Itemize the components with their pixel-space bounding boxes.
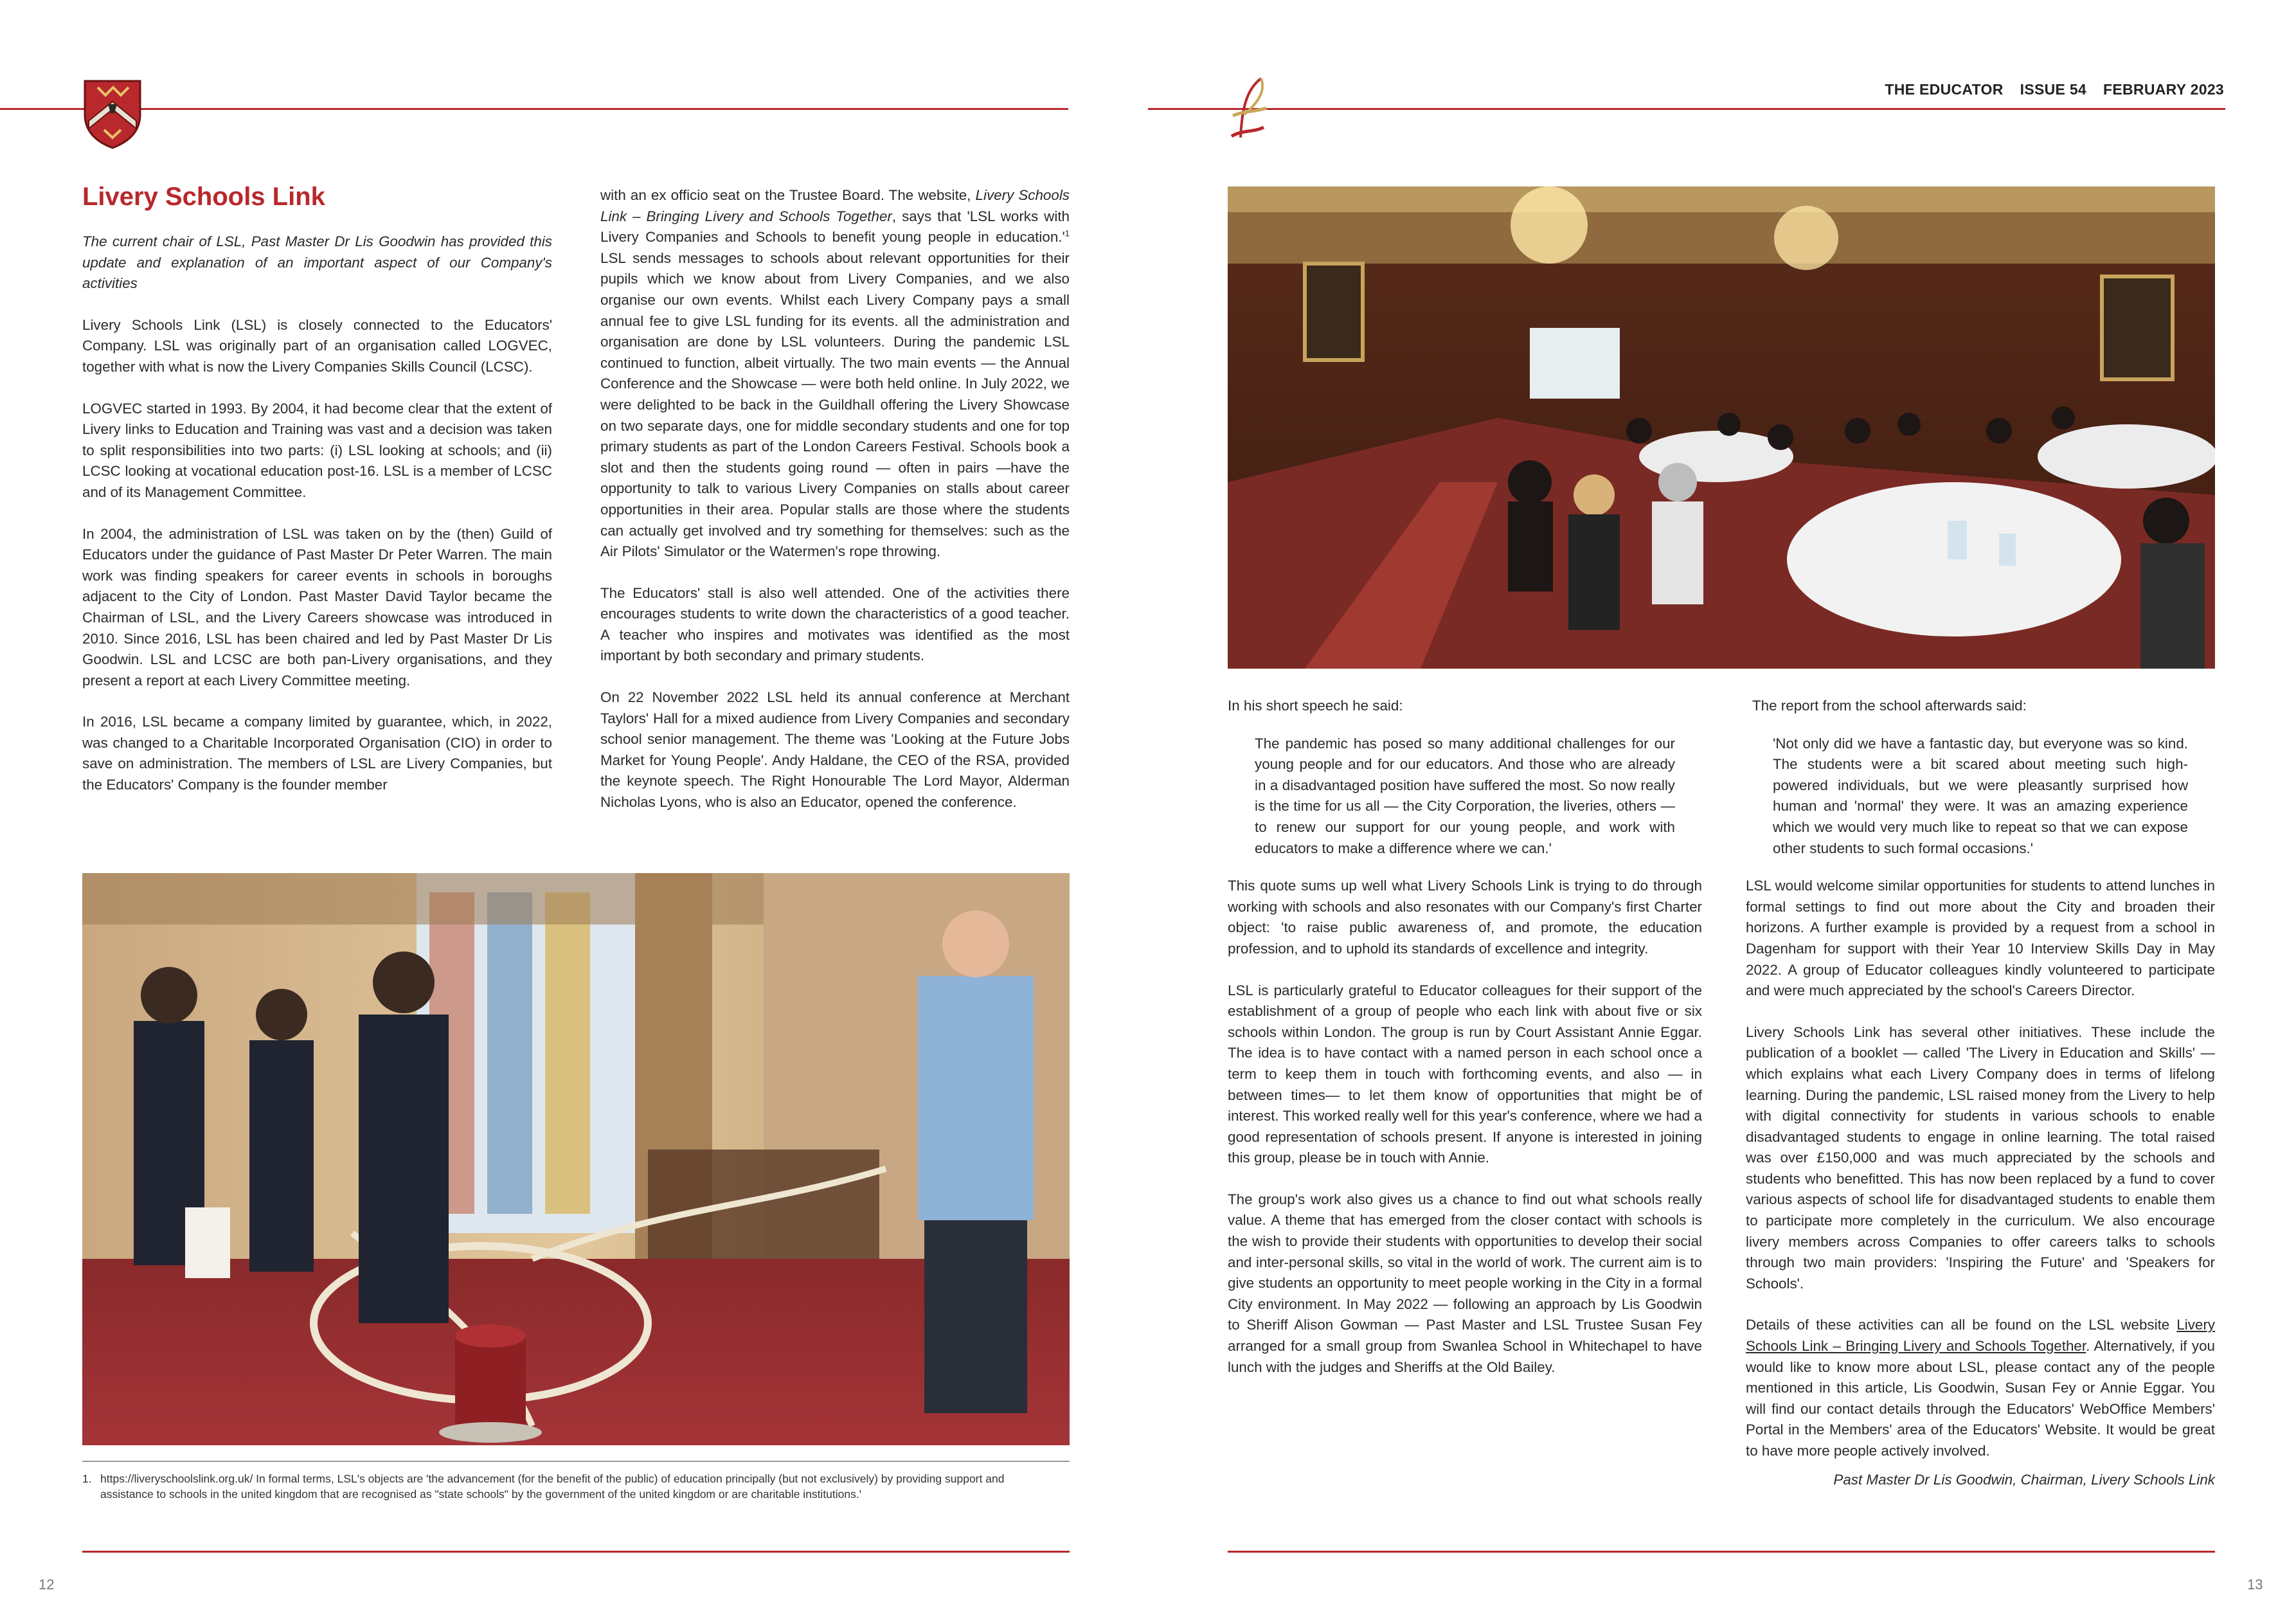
paragraph: This quote sums up well what Livery Schools Link is trying to do through working with schools and also resonates with our Company's first Charter object: 'to raise public awareness of, and promote, the education profession, and to uphold its standards of excellence and integrity. <box>1228 878 1702 957</box>
paragraph: In 2016, LSL became a company limited by guarantee, which, in 2022, was changed to a Charitable Incorporated Organisation (CIO) in order to save on administration. The members of LSL are Livery Companies, but the Educators' Company is the founder member <box>82 714 552 793</box>
photo-conference-hall <box>1228 186 2215 669</box>
paragraph: Details of these activities can all be found on the LSL website Livery Schools Link – Bringing Livery and Schools Together. Alternatively, if you would like to know more about LSL, please contact any of the people mentioned in this article, Lis Goodwin, Susan Fey or Annie Eggar. You will find our contact details through the Educators' WebOffice Members' Portal in the Members' area of the Educators' Website. It would be great to have more people actively involved. <box>1746 1317 2215 1459</box>
publication-name: THE EDUCATOR <box>1885 81 2004 98</box>
page-number-left: 12 <box>39 1576 55 1592</box>
column-1 <box>82 231 552 817</box>
footnote-ref: 1 <box>1064 228 1070 239</box>
footnote-text: https://liveryschoolslink.org.uk/ In formal terms, LSL's objects are 'the advancement (for the benefit of the public) of education principally (but not exclusively) by providing support and assistance to schools in the united kingdom that are recognised as "state schools" by the government of the united kingdom or are charitable institutions.' <box>100 1472 1005 1501</box>
paragraph: LOGVEC started in 1993. By 2004, it had become clear that the extent of Livery links to Education and Training was vast and a decision was taken to split responsibilities into two parts: (i) LSL looking at schools; and (ii) LCSC looking at vocational education post-16. LSL is a member of LCSC and of its Management Committee. <box>82 400 552 500</box>
speech-quote: The pandemic has posed so many additional challenges for our young people and for our educators. And those who are already in a disadvantaged position have suffered the most. So now really is the time for us all — the City Corporation, the liveries, others — to renew our support for our young people, and work with educators to make a difference where we can.' <box>1255 735 1675 856</box>
paragraph: The Educators' stall is also well attended. One of the activities there encourages students to write down the characteristics of a good teacher. A teacher who inspires and motivates was identified as the most important by both secondary and primary students. <box>600 584 1070 664</box>
author-signature: Past Master Dr Lis Goodwin, Chairman, Livery Schools Link <box>1833 1471 2215 1488</box>
header-rule <box>0 108 1068 110</box>
article-intro: The current chair of LSL, Past Master Dr Lis Goodwin has provided this update and explanation of an important aspect of our Company's activities <box>82 233 552 292</box>
paragraph: In 2004, the administration of LSL was taken on by the (then) Guild of Educators under the guidance of Past Master Dr Peter Warren. The main work was finding speakers for career events in schools in boroughs adjacent to the City of London. Past Master David Taylor became the Chairman of LSL, and the Livery Careers showcase was introduced in 2010. Since 2016, LSL has been chaired and led by Past Master Dr Lis Goodwin. LSL and LCSC are both pan-Livery organisations, and they present a report at each Livery Committee meeting. <box>82 525 552 689</box>
footnote-number: 1. <box>82 1472 92 1485</box>
footnote-rule <box>82 1461 1070 1462</box>
paragraph: with an ex officio seat on the Trustee Board. The website, Livery Schools Link – Bringing Livery and Schools Together, says that 'LSL works with Livery Companies and Schools to benefit young people in $education.'^1$ LSL sends messages to schools about relevant opportunities for their pupils which we know about from Livery Companies, and we also organise our own events. Whilst each Livery Company pays a small annual fee to give LSL funding for its events. all the administration and organisation are done by LSL volunteers. During the pandemic LSL continued to function, albeit virtually. The two main events — the Annual Conference and the Showcase — were both held online. In July 2022, we were delighted to be back in the Guildhall offering the Livery Showcase on two separate days, one for middle secondary students and one for top primary students as part of the London Careers Festival. Schools book a slot and then the students going round — often in pairs —have the opportunity to talk to various Livery Companies on stalls about career opportunities in their area. Popular stalls are those where the students can actually get involved and try something for themselves: such as the Air Pilots' Simulator or the Watermen's rope throwing. <box>600 187 1070 560</box>
paragraph: Livery Schools Link (LSL) is closely connected to the Educators' Company. LSL was originally part of an organisation called LOGVEC, together with what is now the Livery Companies Skills Council (LCSC). <box>82 316 552 375</box>
photo-rope-throwing <box>82 873 1070 1445</box>
quote-lead: The report from the school afterwards said: <box>1752 698 2027 714</box>
quill-monogram-icon <box>1228 76 1271 143</box>
footer-rule <box>1228 1551 2215 1553</box>
school-report-quote: 'Not only did we have a fantastic day, but everyone was so kind. The students were a bit scared about meeting such high-powered individuals, but we were pleasantly surprised how human and 'normal' they were. It was an amazing experience which we would very much like to repeat so that we can expose other students to such formal occasions.' <box>1773 735 2188 856</box>
paragraph: On 22 November 2022 LSL held its annual conference at Merchant Taylors' Hall for a mixed audience from Livery Companies and secondary school senior management. The theme was 'Looking at the Future Jobs Market for Young People'. Andy Haldane, the CEO of the RSA, provided the keynote speech. The Right Honourable The Lord Mayor, Alderman Nicholas Lyons, who is also an Educator, opened the conference. <box>600 689 1070 811</box>
website-name: Livery Schools Link – Bringing Livery and Schools Together <box>600 187 1070 224</box>
paragraph: Livery Schools Link has several other initiatives. These include the publication of a booklet — called 'The Livery in Education and Skills' — which explains what each Livery Company does in terms of lifelong learning. During the pandemic, LSL raised money from the Livery to help with digital connectivity for students in various schools to enable disadvantaged students to engage in online learning. The total raised was over £150,000 and was much appreciated by the schools and students who benefitted. This has now been replaced by a fund to cover various aspects of school life for disadvantaged students to enable them to participate more completely in the curriculum. We also encourage livery members across Companies to offer careers talks to schools through two main providers: 'Inspiring the Future' and 'Speakers for Schools'. <box>1746 1024 2215 1292</box>
footnote <box>82 1471 1014 1502</box>
column-2 <box>600 185 1070 834</box>
article-title: Livery Schools Link <box>82 183 325 211</box>
heraldic-shield-crest-icon <box>82 78 143 150</box>
column-4 <box>1746 696 2215 1511</box>
paragraph: LSL would welcome similar opportunities for students to attend lunches in formal settings to find out more about the City and broaden their horizons. A further example is provided by a request from a school in Dagenham for support with their Year 10 Interview Skills Day in May 2022. A group of Educator colleagues kindly volunteered to participate and were much appreciated by the school's Careers Director. <box>1746 878 2215 999</box>
column-3 <box>1228 696 1702 1398</box>
paragraph: LSL is particularly grateful to Educator colleagues for their support of the establishment of a group of people who each link with about five or six schools within London. The group is run by Court Assistant Annie Eggar. The idea is to have contact with a named person in each school once a term to keep them in touch with forthcoming events, and also — in between times— to let them know of opportunities that might be of interest. This worked really well for this year's conference, where we had a good representation of schools present. If anyone is interested in joining this group, please be in touch with Annie. <box>1228 982 1702 1166</box>
page-number-right: 13 <box>2247 1576 2263 1592</box>
running-head <box>1885 81 2224 98</box>
page-right <box>1148 0 2296 1624</box>
quote-lead: In his short speech he said: <box>1228 698 1403 714</box>
issue-number: ISSUE 54 <box>2020 81 2087 98</box>
footer-rule <box>82 1551 1070 1553</box>
issue-date: FEBRUARY 2023 <box>2103 81 2224 98</box>
paragraph: The group's work also gives us a chance to find out what schools really value. A theme that has emerged from the closer contact with schools is the wish to provide their students with opportunities to develop their social and inter-personal skills, so vital in the world of work. The current aim is to give students an opportunity to meet people working in the City in a formal City environment. In May 2022 — following an approach by Lis Goodwin to Sheriff Alison Gowman — Past Master and LSL Trustee Susan Fey arranged for a small group from Swanlea School in Whitechapel to have lunch with the judges and Sheriffs at the Old Bailey. <box>1228 1191 1702 1375</box>
header-rule <box>1148 108 2225 110</box>
lsl-website-link[interactable]: Livery Schools Link – Bringing Livery and Schools Together <box>1746 1317 2215 1355</box>
